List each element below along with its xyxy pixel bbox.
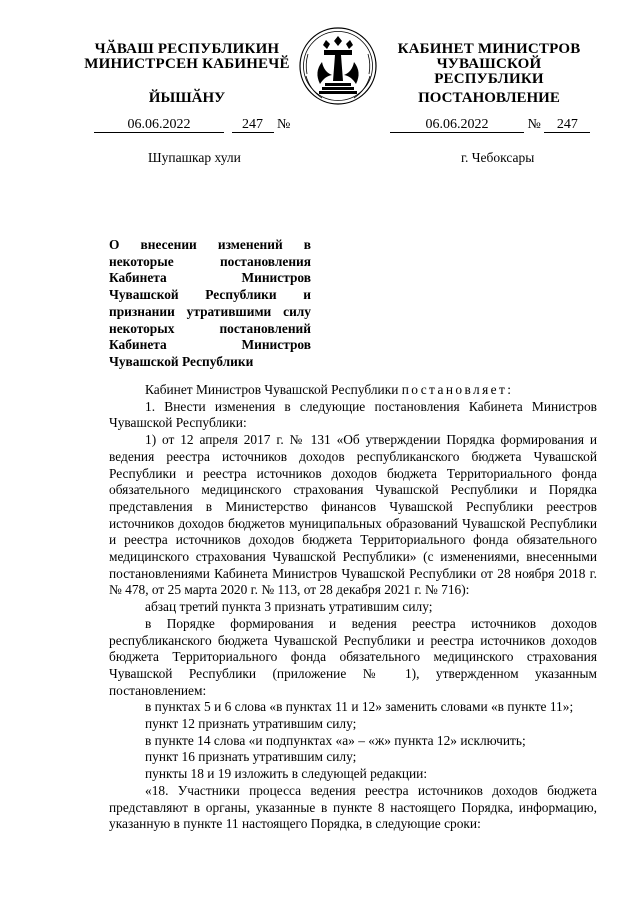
header-right	[380, 42, 598, 87]
paragraph: 1) от 12 апреля 2017 г. № 131 «Об утверждении Порядка формирования и ведения реестра источников доходов республиканского бюджета Чувашской Республики и реестра источников доходов бюджета Территориального фонда обязательного медицинского страхования Чувашской Республики и Порядка представления в Министерство финансов Чувашской Республики реестров источников доходов бюджетов муниципальных образований Чувашской Республики и реестра источников доходов бюджета Территориального фонда обязательного медицинского страхования Чувашской Республики» (с изменениями, внесенными постановлениями Кабинета Министров Чувашской Республики от 28 ноября 2018 г. № 478, от 25 марта 2020 г. № 113, от 28 декабря 2021 г. № 716):	[109, 432, 597, 598]
paragraph: пункты 18 и 19 изложить в следующей редакции:	[145, 766, 428, 782]
preamble-text: Кабинет Министров Чувашской Республики	[145, 382, 402, 397]
number-sign-right: №	[527, 117, 541, 132]
header-left-line1: ЧӐВАШ РЕСПУБЛИКИН	[94, 41, 280, 57]
paragraph: в пункте 14 слова «и подпунктах «а» – «ж» пункта 12» исключить;	[145, 732, 526, 748]
number-right: 247	[544, 118, 590, 133]
place-right: г. Чебоксары	[461, 150, 535, 165]
header-right-line2: ЧУВАШСКОЙ РЕСПУБЛИКИ	[434, 56, 544, 87]
date-number-right	[390, 118, 590, 133]
document-title: О внесении изменений в некоторые постановления Кабинета Министров Чувашской Республики и признании утратившими силу некоторых постановлений Кабинета Министров Чувашской Республики	[109, 237, 311, 369]
document-body	[109, 382, 597, 833]
doc-type-right: ПОСТАНОВЛЕНИЕ	[418, 90, 560, 106]
date-left: 06.06.2022	[94, 118, 224, 133]
paragraph: пункт 16 признать утратившим силу;	[145, 749, 357, 765]
preamble-verb: постановляет:	[401, 382, 514, 397]
date-number-left	[94, 118, 290, 133]
date-right: 06.06.2022	[390, 118, 524, 133]
paragraph: в пунктах 5 и 6 слова «в пунктах 11 и 12» заменить словами «в пункте 11»;	[145, 699, 574, 715]
header-left	[78, 42, 296, 72]
paragraph: «18. Участники процесса ведения реестра источников доходов бюджета представляют в органы, указанные в пункте 8 настоящего Порядка, информацию, указанную в пункте 11 настоящего Порядка, в следующие сроки:	[109, 782, 597, 832]
paragraph: в Порядке формирования и ведения реестра источников доходов республиканского бюджета Чувашской Республики и реестра источников доходов бюджета Территориального фонда обязательного медицинского страхования Чувашской Республики (приложение № 1), утвержденном указанным постановлением:	[109, 615, 597, 698]
place-left: Шупашкар хули	[148, 150, 241, 165]
number-left: 247	[232, 118, 274, 133]
header-right-line1: КАБИНЕТ МИНИСТРОВ	[397, 41, 581, 57]
paragraph: 1. Внести изменения в следующие постановления Кабинета Министров Чувашской Республики:	[109, 398, 597, 431]
paragraph: пункт 12 признать утратившим силу;	[145, 716, 357, 732]
number-sign-left: №	[277, 117, 291, 132]
paragraph: абзац третий пункта 3 признать утратившим силу;	[145, 599, 433, 615]
doc-type-left: ЙЫШӐНУ	[148, 90, 226, 106]
paragraph-preamble	[109, 382, 597, 399]
header-left-line2: МИНИСТРСЕН КАБИНЕЧӖ	[84, 56, 290, 72]
chuvash-emblem-icon	[298, 24, 378, 116]
